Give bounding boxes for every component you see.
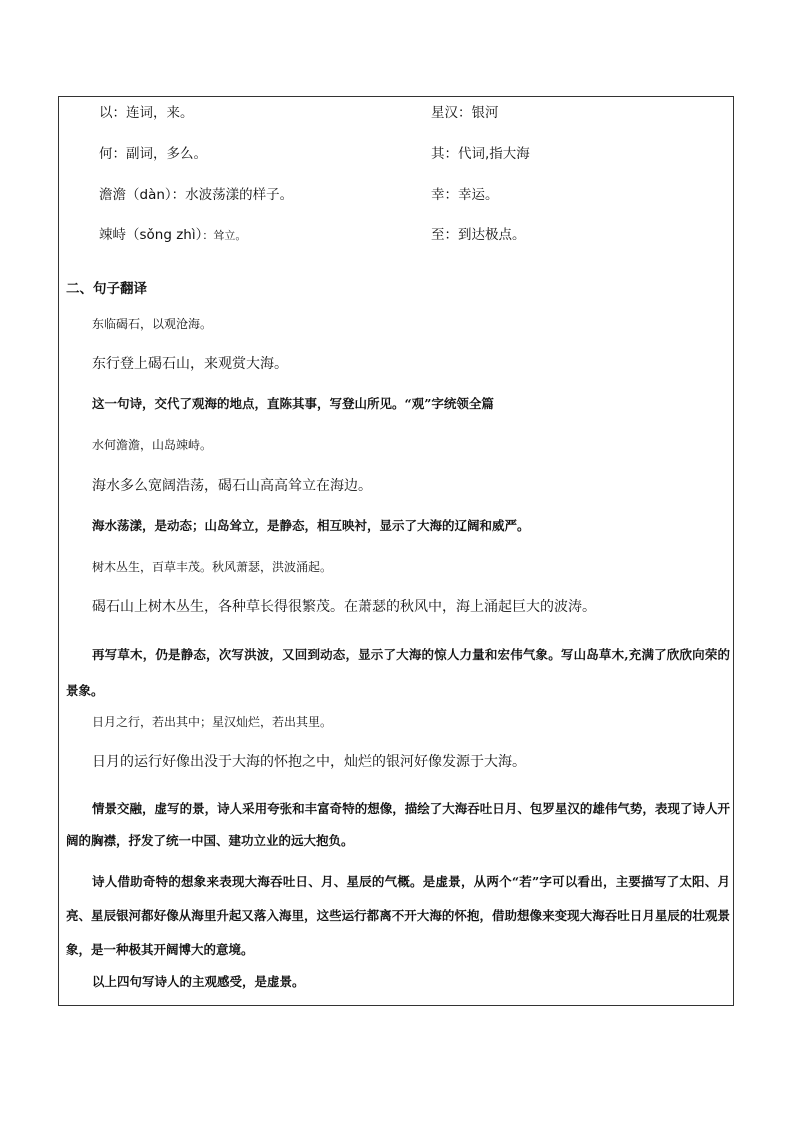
translation-line: 日月的运行好像出没于大海的怀抱之中，灿烂的银河好像发源于大海。 [92,754,526,770]
original-line: 日月之行，若出其中；星汉灿烂，若出其里。 [92,715,333,729]
vocab-entry: 其：代词,指大海 [431,146,530,162]
section-heading: 二、句子翻译 [66,281,147,297]
vocab-entry: 星汉：银河 [431,105,499,121]
translation-line: 东行登上碣石山，来观赏大海。 [92,356,288,372]
analysis-line: 这一句诗，交代了观海的地点，直陈其事，写登山所见。“观”字统领全篇 [92,396,494,411]
translation-line: 海水多么宽阔浩荡，碣石山高高耸立在海边。 [92,478,372,494]
vocab-entry: 幸：幸运。 [431,187,499,203]
analysis-line: 海水荡漾，是动态；山岛耸立，是静态，相互映衬，显示了大海的辽阔和威严。 [92,518,530,533]
analysis-paragraph: 情景交融，虚写的景，诗人采用夸张和丰富奇特的想像，描绘了大海吞吐日月、包罗星汉的雄伟气势，表现了诗人开阔的胸襟，抒发了统一中国、建功立业的远大抱负。 [66,801,730,848]
vocab-entry: 以：连词，来。 [99,105,194,121]
vocab-entry: 至：到达极点。 [431,227,526,243]
vocab-entry [99,229,246,243]
vocab-term: 竦峙（sǒng zhì） [99,227,203,243]
analysis-paragraph: 诗人借助奇特的想象来表现大海吞吐日、月、星辰的气概。是虚景，从两个“若”字可以看出，主要描写了太阳、月亮、星辰银河都好像从海里升起又落入海里，这些运行都离不开大海的怀抱，借助想像来变现大海吞吐日月星辰的壮观景象，是一种极其开阔博大的意境。 [66,874,730,957]
original-line: 树木丛生，百草丰茂。秋风萧瑟，洪波涌起。 [92,560,333,574]
original-line: 水何澹澹，山岛竦峙。 [92,438,213,452]
original-line: 东临碣石，以观沧海。 [92,317,213,331]
vocab-definition: ：耸立。 [202,229,247,242]
translation-line: 碣石山上树木丛生，各种草长得很繁茂。在萧瑟的秋风中，海上涌起巨大的波涛。 [92,599,596,615]
analysis-line: 以上四句写诗人的主观感受，是虚景。 [92,974,305,989]
vocab-entry: 澹澹（dàn）：水波荡漾的样子。 [99,187,294,203]
vocab-entry: 何：副词，多么。 [99,146,207,162]
analysis-paragraph: 再写草木，仍是静态，次写洪波，又回到动态，显示了大海的惊人力量和宏伟气象。写山岛草木,充满了欣欣向荣的景象。 [66,647,730,698]
